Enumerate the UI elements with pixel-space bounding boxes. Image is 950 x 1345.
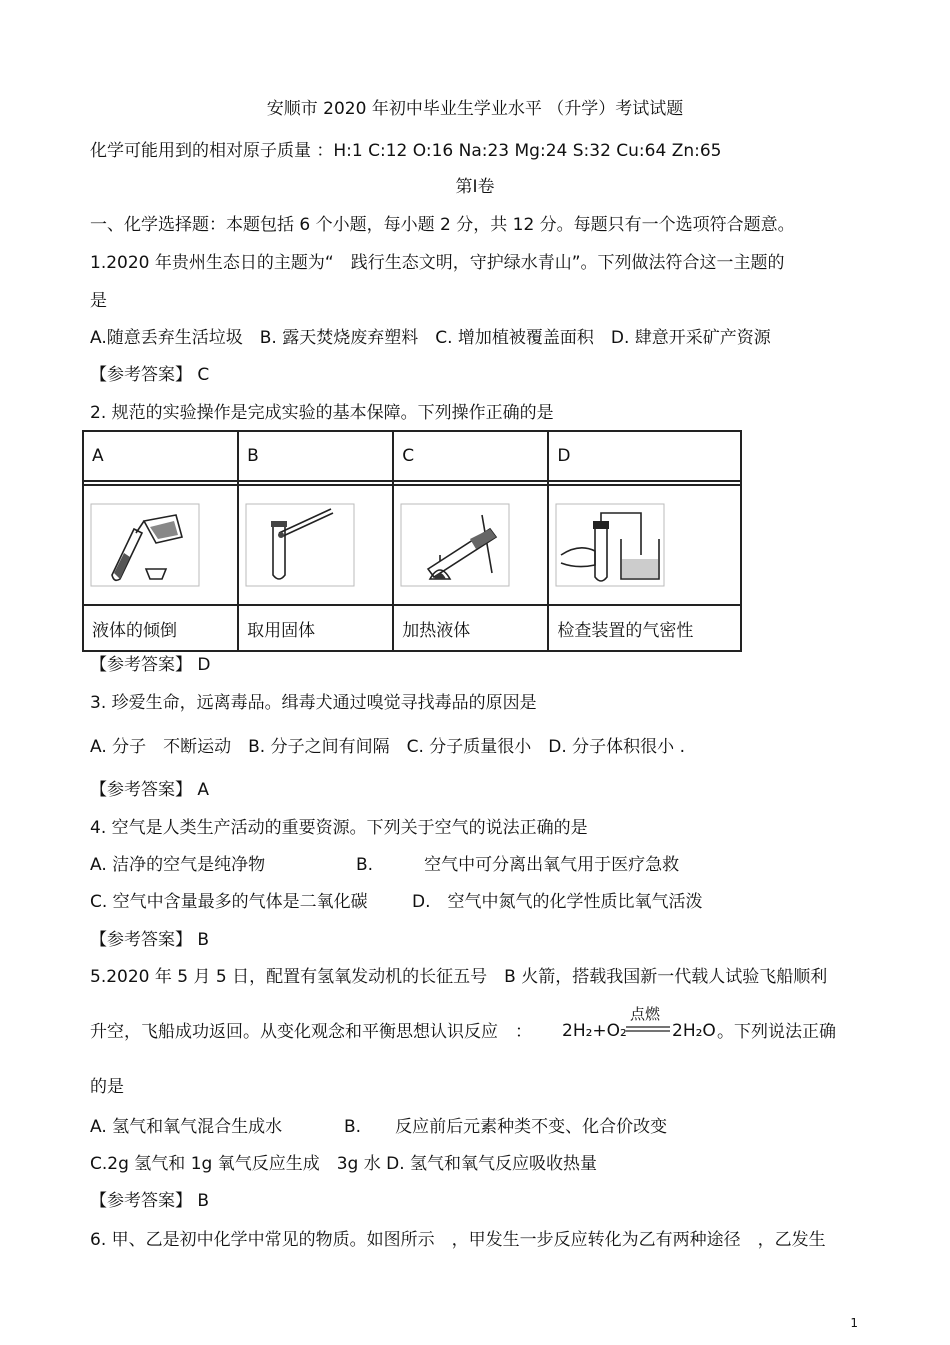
liquid-pouring-illustration	[90, 503, 200, 587]
q4-stem: 4. 空气是人类生产活动的重要资源。下列关于空气的说法正确的是	[90, 818, 588, 838]
caption-c: 加热液体	[393, 605, 548, 651]
volume-title: 第Ⅰ卷	[455, 177, 495, 197]
q3-options: A. 分子 不断运动 B. 分子之间有间隔 C. 分子质量很小 D. 分子体积很小 .	[90, 737, 685, 757]
q1-stem-line1: 1.2020 年贵州生态日的主题为“ 践行生态文明，守护绿水青山”。下列做法符合这一主题的	[90, 253, 785, 273]
reaction-products: 2H₂O	[672, 1021, 716, 1041]
q6-stem: 6. 甲、乙是初中化学中常见的物质。如图所示 ，甲发生一步反应转化为乙有两种途径 ，乙发生	[90, 1230, 826, 1250]
table-header-a: A	[83, 431, 238, 481]
reaction-reactants: 2H₂+O₂	[562, 1021, 627, 1041]
table-header-c: C	[393, 431, 548, 481]
q4-option-b: B. 空气中可分离出氧气用于医疗急救	[356, 855, 680, 875]
q5-stem-line3: 的是	[90, 1077, 124, 1097]
q3-answer: 【参考答案】 A	[90, 780, 210, 800]
equals-double-line	[626, 1025, 670, 1035]
q3-stem: 3. 珍爱生命，远离毒品。缉毒犬通过嗅觉寻找毒品的原因是	[90, 693, 537, 713]
q1-stem-line2: 是	[90, 291, 107, 311]
reaction-condition: 点燃	[630, 1005, 661, 1023]
q4-answer: 【参考答案】 B	[90, 930, 210, 950]
q5-answer: 【参考答案】 B	[90, 1191, 210, 1211]
section-intro: 一、化学选择题：本题包括 6 个小题，每小题 2 分，共 12 分。每题只有一个选项符合题意。	[90, 215, 795, 235]
q2-answer: 【参考答案】 D	[90, 655, 211, 675]
q4-option-a: A. 洁净的空气是纯净物	[90, 855, 266, 875]
operations-table	[82, 430, 742, 652]
solid-handling-illustration	[245, 503, 355, 587]
table-header-d: D	[548, 431, 741, 481]
image-cell-b	[238, 485, 393, 605]
q5-option-b: B. 反应前后元素种类不变、化合价改变	[344, 1117, 668, 1137]
q5-option-cd: C.2g 氢气和 1g 氧气反应生成 3g 水 D. 氢气和氧气反应吸收热量	[90, 1154, 598, 1174]
image-cell-a	[83, 485, 238, 605]
image-cell-c	[393, 485, 548, 605]
page-number: 1	[850, 1316, 858, 1330]
q1-answer: 【参考答案】 C	[90, 365, 210, 385]
q1-options: A.随意丢弃生活垃圾 B. 露天焚烧废弃塑料 C. 增加植被覆盖面积 D. 肆意开采矿产资源	[90, 328, 771, 348]
airtightness-check-illustration	[555, 503, 665, 587]
image-cell-d	[548, 485, 741, 605]
q4-option-d: D. 空气中氮气的化学性质比氧气活泼	[412, 892, 703, 912]
liquid-heating-illustration	[400, 503, 510, 587]
q4-option-c: C. 空气中含量最多的气体是二氧化碳	[90, 892, 368, 912]
caption-a: 液体的倾倒	[83, 605, 238, 651]
q2-stem: 2. 规范的实验操作是完成实验的基本保障。下列操作正确的是	[90, 403, 554, 423]
q5-stem-line2: 升空，飞船成功返回。从变化观念和平衡思想认识反应 ：	[90, 1022, 532, 1042]
table-header-b: B	[238, 431, 393, 481]
q5-option-a: A. 氢气和氧气混合生成水	[90, 1117, 283, 1137]
q5-stem-line2-tail: 。下列说法正确	[717, 1022, 836, 1042]
caption-d: 检查装置的气密性	[548, 605, 741, 651]
exam-title: 安顺市 2020 年初中毕业生学业水平 （升学）考试试题	[266, 99, 684, 119]
atomic-masses: 化学可能用到的相对原子质量 ：H:1 C:12 O:16 Na:23 Mg:24 S:32 Cu:64 Zn:65	[90, 141, 722, 161]
caption-b: 取用固体	[238, 605, 393, 651]
reaction-equation	[562, 1003, 722, 1043]
q5-stem-line1: 5.2020 年 5 月 5 日，配置有氢氧发动机的长征五号 B 火箭，搭载我国新一代载人试验飞船顺利	[90, 967, 828, 987]
